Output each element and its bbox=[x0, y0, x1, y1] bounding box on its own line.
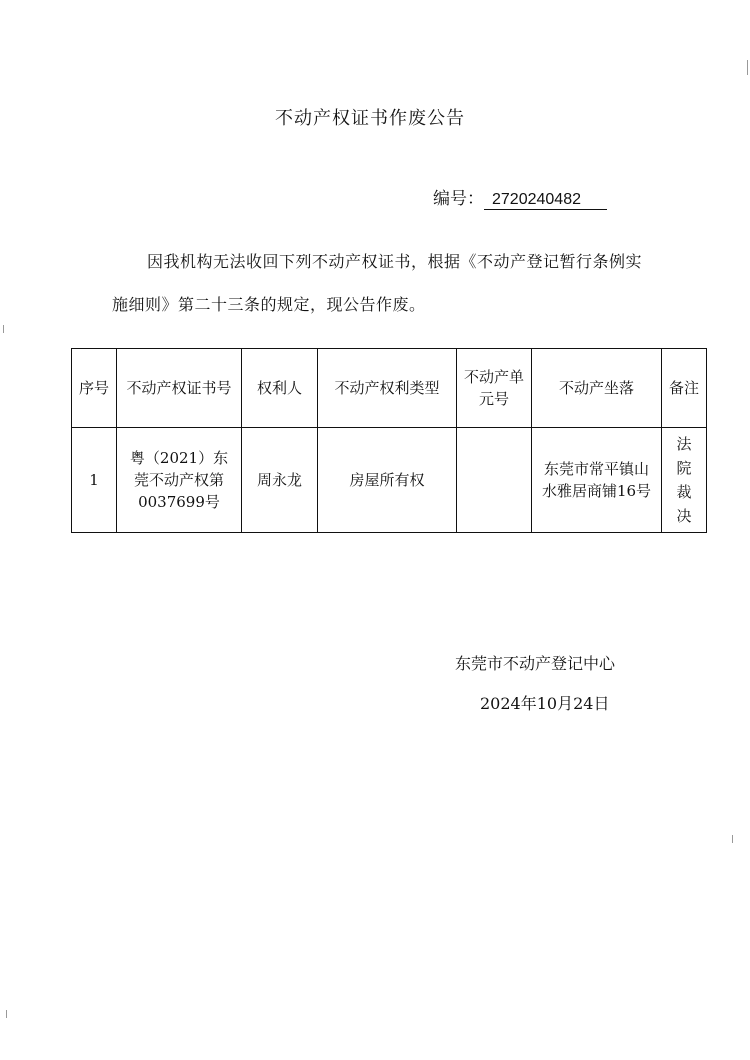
issuing-organization: 东莞市不动产登记中心 bbox=[455, 654, 616, 673]
header-remark: 备注 bbox=[662, 349, 707, 428]
document-number-value: 2720240482 bbox=[484, 191, 607, 210]
scan-mark bbox=[732, 835, 733, 843]
header-holder: 权利人 bbox=[242, 349, 318, 428]
document-number-label: 编号： bbox=[433, 189, 484, 209]
table-row bbox=[72, 428, 707, 533]
cell-location: 东莞市常平镇山水雅居商铺16号 bbox=[532, 428, 662, 533]
header-right-type: 不动产权利类型 bbox=[318, 349, 457, 428]
cell-right-type: 房屋所有权 bbox=[318, 428, 457, 533]
table-header-row bbox=[72, 349, 707, 428]
cell-unit-no bbox=[457, 428, 532, 533]
remark-text: 法院裁决 bbox=[676, 435, 692, 525]
header-seq: 序号 bbox=[72, 349, 117, 428]
cell-remark bbox=[662, 428, 707, 533]
cell-holder: 周永龙 bbox=[242, 428, 318, 533]
scan-mark bbox=[3, 325, 4, 333]
issue-date: 2024年10月24日 bbox=[480, 694, 610, 713]
header-unit-no: 不动产单元号 bbox=[457, 349, 532, 428]
page-title: 不动产权证书作废公告 bbox=[275, 108, 465, 129]
void-certificate-table bbox=[71, 348, 707, 533]
cell-seq: 1 bbox=[72, 428, 117, 533]
document-number bbox=[433, 184, 607, 210]
scan-mark bbox=[747, 60, 748, 75]
header-cert-no: 不动产权证书号 bbox=[117, 349, 242, 428]
cell-cert-no: 粤（2021）东莞不动产权第0037699号 bbox=[117, 428, 242, 533]
scan-mark bbox=[6, 1010, 7, 1018]
header-location: 不动产坐落 bbox=[532, 349, 662, 428]
notice-body-text: 因我机构无法收回下列不动产权证书，根据《不动产登记暂行条例实施细则》第二十三条的规定，现公告作废。 bbox=[112, 252, 643, 314]
